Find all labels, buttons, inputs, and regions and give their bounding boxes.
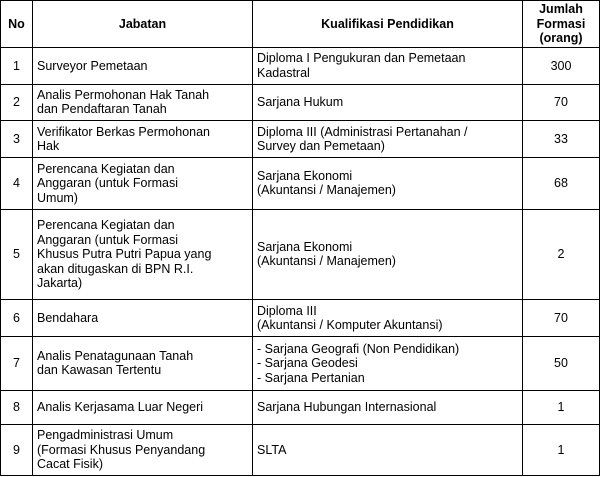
- kualifikasi-line: (Akuntansi / Manajemen): [257, 254, 396, 269]
- cell-kualifikasi: [253, 336, 523, 390]
- cell-jabatan: [33, 336, 253, 390]
- jabatan-line: (Formasi Khusus Penyandang: [37, 442, 206, 457]
- cell-kualifikasi: [253, 157, 523, 209]
- cell-kualifikasi: [253, 425, 523, 476]
- cell-no: 7: [1, 336, 33, 390]
- jabatan-line: Khusus Putra Putri Papua yang: [37, 247, 212, 262]
- header-jabatan: Jabatan: [33, 1, 253, 48]
- cell-jabatan: [33, 209, 253, 300]
- cell-jabatan: [33, 84, 253, 121]
- cell-jabatan: [33, 121, 253, 158]
- header-jumlah-line: Formasi: [536, 16, 586, 31]
- cell-no: 3: [1, 121, 33, 158]
- jabatan-line: Hak: [37, 139, 60, 154]
- kualifikasi-line: Sarjana Ekonomi: [257, 239, 353, 254]
- table-row: [1, 157, 600, 209]
- cell-jumlah: 1: [523, 425, 600, 476]
- cell-no: 9: [1, 425, 33, 476]
- jabatan-line: Cacat Fisik): [37, 457, 103, 472]
- jabatan-line: Jakarta): [37, 276, 83, 291]
- header-kualifikasi: Kualifikasi Pendidikan: [253, 1, 523, 48]
- table-row: [1, 209, 600, 300]
- kualifikasi-line: (Akuntansi / Manajemen): [257, 183, 396, 198]
- table-row: [1, 84, 600, 121]
- cell-jabatan: [33, 48, 253, 85]
- cell-jabatan: [33, 425, 253, 476]
- table-row: [1, 300, 600, 337]
- cell-no: 1: [1, 48, 33, 85]
- jabatan-line: Analis Penatagunaan Tanah: [37, 348, 194, 363]
- cell-no: 6: [1, 300, 33, 337]
- table-row: [1, 425, 600, 476]
- jabatan-line: dan Pendaftaran Tanah: [37, 102, 167, 117]
- cell-no: 8: [1, 390, 33, 424]
- kualifikasi-line: - Sarjana Pertanian: [257, 370, 365, 385]
- table-row: [1, 390, 600, 424]
- cell-kualifikasi: [253, 121, 523, 158]
- cell-jabatan: [33, 390, 253, 424]
- cell-kualifikasi: [253, 84, 523, 121]
- jabatan-line: akan ditugaskan di BPN R.I.: [37, 261, 194, 276]
- jabatan-line: Analis Kerjasama Luar Negeri: [37, 400, 204, 415]
- cell-no: 5: [1, 209, 33, 300]
- jabatan-line: Analis Permohonan Hak Tanah: [37, 87, 210, 102]
- kualifikasi-line: Kadastral: [257, 65, 310, 80]
- kualifikasi-line: SLTA: [257, 442, 287, 457]
- jabatan-line: Pengadministrasi Umum: [37, 428, 174, 443]
- cell-jumlah: 1: [523, 390, 600, 424]
- jabatan-line: Verifikator Berkas Permohonan: [37, 124, 211, 139]
- cell-no: 4: [1, 157, 33, 209]
- kualifikasi-line: Diploma I Pengukuran dan Pemetaan: [257, 51, 466, 66]
- header-row: [1, 1, 600, 48]
- cell-jumlah: 50: [523, 336, 600, 390]
- table-row: [1, 336, 600, 390]
- table-row: [1, 48, 600, 85]
- header-jumlah: [523, 1, 600, 48]
- kualifikasi-line: Diploma III: [257, 303, 317, 318]
- kualifikasi-line: Sarjana Ekonomi: [257, 168, 353, 183]
- jabatan-line: Perencana Kegiatan dan: [37, 161, 175, 176]
- kualifikasi-line: Diploma III (Administrasi Pertanahan /: [257, 124, 468, 139]
- kualifikasi-line: - Sarjana Geografi (Non Pendidikan): [257, 341, 460, 356]
- cell-jumlah: 33: [523, 121, 600, 158]
- jabatan-line: Surveyor Pemetaan: [37, 58, 148, 73]
- header-no: No: [1, 1, 33, 48]
- jabatan-line: Anggaran (untuk Formasi: [37, 232, 179, 247]
- cell-jumlah: 2: [523, 209, 600, 300]
- kualifikasi-line: (Akuntansi / Komputer Akuntansi): [257, 318, 443, 333]
- cell-kualifikasi: [253, 390, 523, 424]
- kualifikasi-line: Sarjana Hukum: [257, 95, 344, 110]
- header-jumlah-line: (orang): [539, 31, 583, 46]
- cell-jabatan: [33, 157, 253, 209]
- cell-jumlah: 70: [523, 84, 600, 121]
- kualifikasi-line: - Sarjana Geodesi: [257, 356, 358, 371]
- cell-kualifikasi: [253, 48, 523, 85]
- table-row: [1, 121, 600, 158]
- kualifikasi-line: Survey dan Pemetaan): [257, 139, 385, 154]
- cell-kualifikasi: [253, 209, 523, 300]
- jabatan-line: Perencana Kegiatan dan: [37, 218, 175, 233]
- cell-jumlah: 70: [523, 300, 600, 337]
- table-body: [1, 48, 600, 476]
- header-jumlah-line: Jumlah: [539, 2, 583, 17]
- cell-jumlah: 68: [523, 157, 600, 209]
- jabatan-line: dan Kawasan Tertentu: [37, 363, 162, 378]
- cell-jumlah: 300: [523, 48, 600, 85]
- cell-jabatan: [33, 300, 253, 337]
- jabatan-line: Bendahara: [37, 310, 99, 325]
- jabatan-line: Umum): [37, 190, 78, 205]
- cell-no: 2: [1, 84, 33, 121]
- jabatan-line: Anggaran (untuk Formasi: [37, 176, 179, 191]
- cell-kualifikasi: [253, 300, 523, 337]
- kualifikasi-line: Sarjana Hubungan Internasional: [257, 400, 437, 415]
